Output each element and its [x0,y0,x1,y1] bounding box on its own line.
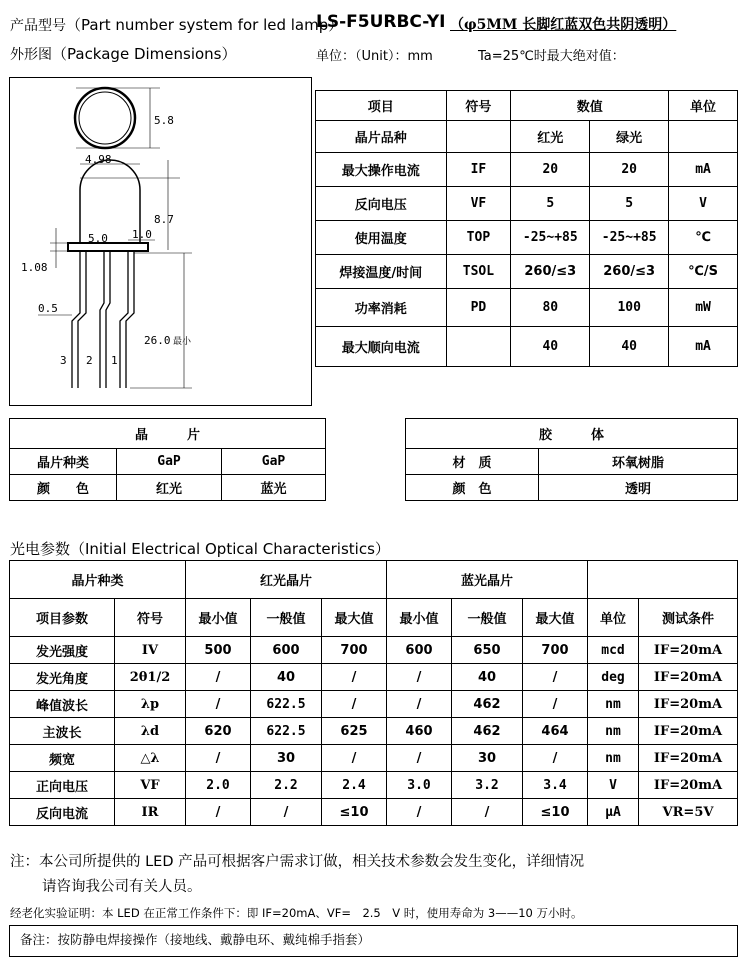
pin-2: 2 [86,354,93,367]
unit-label: 单位：（Unit）：mm [316,49,433,64]
table-row: 晶片品种 红光 绿光 [316,121,738,153]
note-1: 注：本公司所提供的 LED 产品可根据客户需求订做，相关技术参数会发生变化，详细情况 [10,854,585,870]
hdr-value: 数值 [511,91,669,121]
optical-section-title: 光电参数（Initial Electrical Optical Characteristics） [10,540,390,558]
table-row: 颜 色 透明 [406,475,738,501]
ta-label: Ta=25℃时最大绝对值： [478,49,625,64]
table-row: 功率消耗 PD 80 100 mW [316,289,738,327]
body-table [405,418,738,501]
dim-5.0: 5.0 [88,232,108,245]
remark-box: 备注：按防静电焊接操作（接地线、戴静电环、戴纯棉手指套） [9,925,738,957]
table-row: 反向电流 IR / / ≤10 / / ≤10 μA VR=5V [10,799,738,826]
table-row: 峰值波长 λp / 622.5 / / 462 / nm IF=20mA [10,691,738,718]
chip-table [9,418,326,501]
table-row: 晶片种类 GaP GaP [10,449,326,475]
table-row: 发光强度 IV 500 600 700 600 650 700 mcd IF=20mA [10,637,738,664]
hdr-red-chip: 红光晶片 [186,561,387,599]
table-row: 最大操作电流 IF 20 20 mA [316,153,738,187]
hdr-symbol: 符号 [446,91,511,121]
led-drawing [10,78,311,405]
pin-3: 3 [60,354,67,367]
note-1b: 请咨询我公司有关人员。 [42,879,202,895]
package-diagram [9,77,312,406]
dim-5.8: 5.8 [154,114,174,127]
dim-min: 最小 [173,337,192,347]
table-row: 焊接温度/时间 TSOL 260/≤3 260/≤3 ℃/S [316,255,738,289]
model-description: （φ5MM 长脚红蓝双色共阴透明） [450,17,677,33]
max-ratings-table [315,90,738,367]
outline-label: 外形图（Package Dimensions） [10,45,237,63]
table-row: 材 质 环氧树脂 [406,449,738,475]
product-label: 产品型号（Part number system for led lamp） [10,16,344,34]
dim-1.0: 1.0 [132,228,152,241]
aging-note: 经老化实验证明：本 LED 在正常工作条件下：即 IF=20mA、VF= 2.5 V 时，使用寿命为 3——10 万小时。 [10,906,583,920]
table-row: 最大顺向电流 40 40 mA [316,327,738,367]
hdr-unit: 单位 [669,91,738,121]
dim-4.98: 4.98 [85,153,112,166]
hdr-blue-chip: 蓝光晶片 [387,561,588,599]
body-title: 胶 体 [406,419,738,449]
pin-1: 1 [111,354,118,367]
dim-1.08: 1.08 [21,261,48,274]
table-row: 频宽 △λ / 30 / / 30 / nm IF=20mA [10,745,738,772]
dim-26.0: 26.0 [144,334,171,347]
dim-0.5: 0.5 [38,302,58,315]
table-row: 颜 色 红光 蓝光 [10,475,326,501]
table-row: 使用温度 TOP -25~+85 -25~+85 ℃ [316,221,738,255]
sub-header-row: 项目参数 符号 最小值 一般值 最大值 最小值 一般值 最大值 单位 测试条件 [10,599,738,637]
table-row: 主波长 λd 620 622.5 625 460 462 464 nm IF=20mA [10,718,738,745]
optical-table [9,560,738,826]
hdr-chip-type: 晶片种类 [10,561,186,599]
table-row: 反向电压 VF 5 5 V [316,187,738,221]
model-number: LS-F5URBC-YI [316,12,446,32]
table-row: 发光角度 2θ1/2 / 40 / / 40 / deg IF=20mA [10,664,738,691]
table-row: 正向电压 VF 2.0 2.2 2.4 3.0 3.2 3.4 V IF=20mA [10,772,738,799]
dim-8.7: 8.7 [154,213,174,226]
chip-title: 晶 片 [10,419,326,449]
hdr-item: 项目 [316,91,447,121]
